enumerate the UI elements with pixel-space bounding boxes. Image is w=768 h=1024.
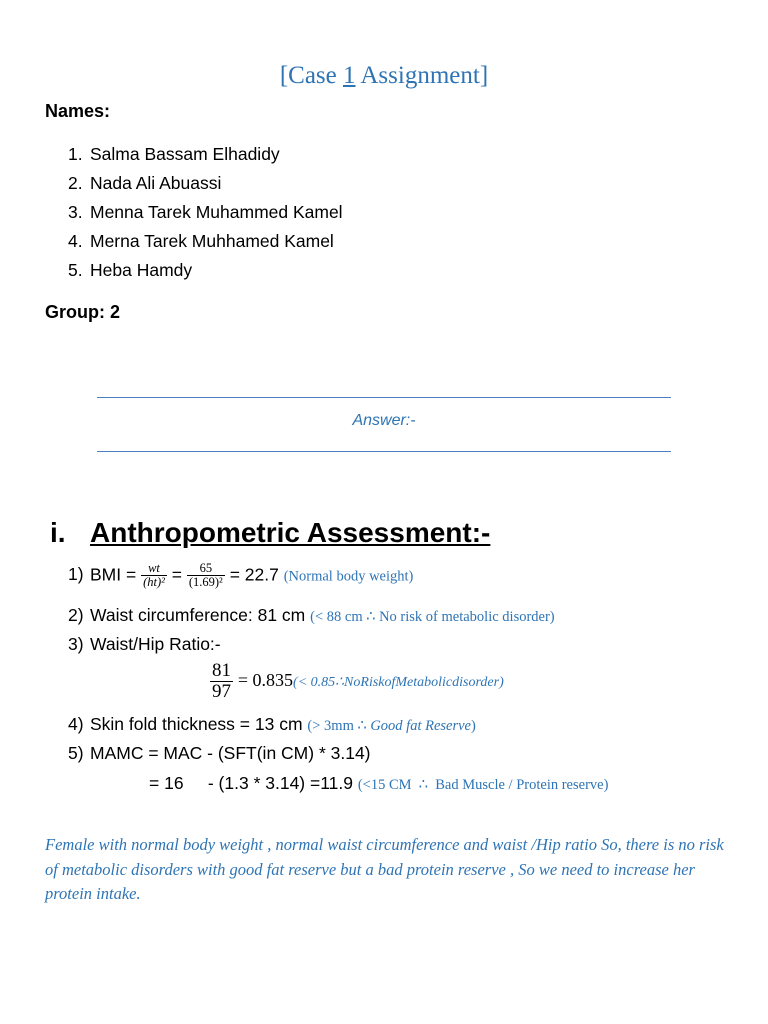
fraction-numerator: 81 <box>212 660 231 681</box>
fraction-denominator: 97 <box>212 680 231 702</box>
bmi-formula-fraction <box>141 562 167 589</box>
section-title: Anthropometric Assessment:- <box>90 517 491 548</box>
bmi-values-fraction <box>187 562 225 589</box>
answer-label: Answer:- <box>352 412 416 429</box>
skin-item <box>68 714 476 735</box>
whr-result: = 0.835 <box>237 670 294 691</box>
item-number: 5) <box>68 743 84 763</box>
skin-note-close: ) <box>471 718 476 734</box>
item-number: 1) <box>68 564 84 585</box>
mamc-label: MAMC = MAC - (SFT(in CM) * 3.14) <box>90 743 371 763</box>
whr-note: (< 0.85∴NoRiskofMetabolicdisorder) <box>293 675 504 691</box>
list-item-name: Menna Tarek Muhammed Kamel <box>90 202 343 222</box>
title-close: Assignment] <box>355 62 489 89</box>
list-item <box>68 142 343 171</box>
mamc-calc <box>149 773 608 794</box>
list-item-name: Nada Ali Abuassi <box>90 173 222 193</box>
item-number: 2) <box>68 605 84 625</box>
fraction-denominator: (1.69)² <box>188 575 223 590</box>
whr-item <box>68 634 221 655</box>
list-item-number: 1. <box>68 144 83 164</box>
names-list <box>68 142 343 287</box>
answer-bottom-divider <box>97 451 671 452</box>
waist-item <box>68 605 555 626</box>
fraction-denominator: (ht)² <box>143 575 165 590</box>
item-number: 4) <box>68 714 84 734</box>
equals-sign: = <box>171 564 182 585</box>
bmi-result: = 22.7 <box>229 564 279 585</box>
title-open: [Case <box>279 62 343 89</box>
skin-note <box>307 718 475 734</box>
list-item <box>68 258 343 287</box>
skin-label: Skin fold thickness = 13 cm <box>90 714 303 734</box>
list-item-number: 3. <box>68 202 83 222</box>
list-item-number: 5. <box>68 260 83 280</box>
list-item-name: Heba Hamdy <box>90 260 193 280</box>
whr-label: Waist/Hip Ratio:- <box>90 634 221 654</box>
list-item-name: Merna Tarek Muhhamed Kamel <box>90 231 334 251</box>
answer-top-divider <box>97 397 671 398</box>
list-item <box>68 229 343 258</box>
waist-label: Waist circumference: 81 cm <box>90 605 306 625</box>
section-heading <box>50 517 490 549</box>
bmi-label: BMI = <box>90 564 137 585</box>
list-item-number: 4. <box>68 231 83 251</box>
bmi-note: (Normal body weight) <box>283 568 414 585</box>
summary-paragraph: Female with normal body weight , normal waist circumference and waist /Hip ratio So, there is no risk of metabolic disorders with good fat reserve but a bad protein reserve , So we need to increase her protein intake. <box>45 835 724 903</box>
list-item <box>68 171 343 200</box>
fraction-numerator: wt <box>148 561 160 575</box>
mamc-calc-text: = 16 - (1.3 * 3.14) =11.9 <box>149 773 353 793</box>
skin-note-italic: Good fat Reserve <box>370 718 471 734</box>
group-label: Group: 2 <box>45 302 120 322</box>
skin-note-open: (> 3mm ∴ <box>307 718 371 734</box>
mamc-note: (<15 CM ∴ Bad Muscle / Protein reserve) <box>357 777 609 793</box>
list-item-number: 2. <box>68 173 83 193</box>
section-roman-numeral: i. <box>50 517 66 548</box>
list-item-name: Salma Bassam Elhadidy <box>90 144 280 164</box>
mamc-item <box>68 743 371 764</box>
bmi-item <box>68 562 413 589</box>
list-item <box>68 200 343 229</box>
whr-equation <box>210 661 504 702</box>
case-number: 1 <box>343 62 356 89</box>
whr-fraction <box>210 661 233 702</box>
item-number: 3) <box>68 634 84 654</box>
fraction-numerator: 65 <box>199 561 213 575</box>
waist-note: (< 88 cm ∴ No risk of metabolic disorder) <box>310 609 555 625</box>
names-label: Names: <box>45 101 111 121</box>
document-title <box>0 62 768 90</box>
